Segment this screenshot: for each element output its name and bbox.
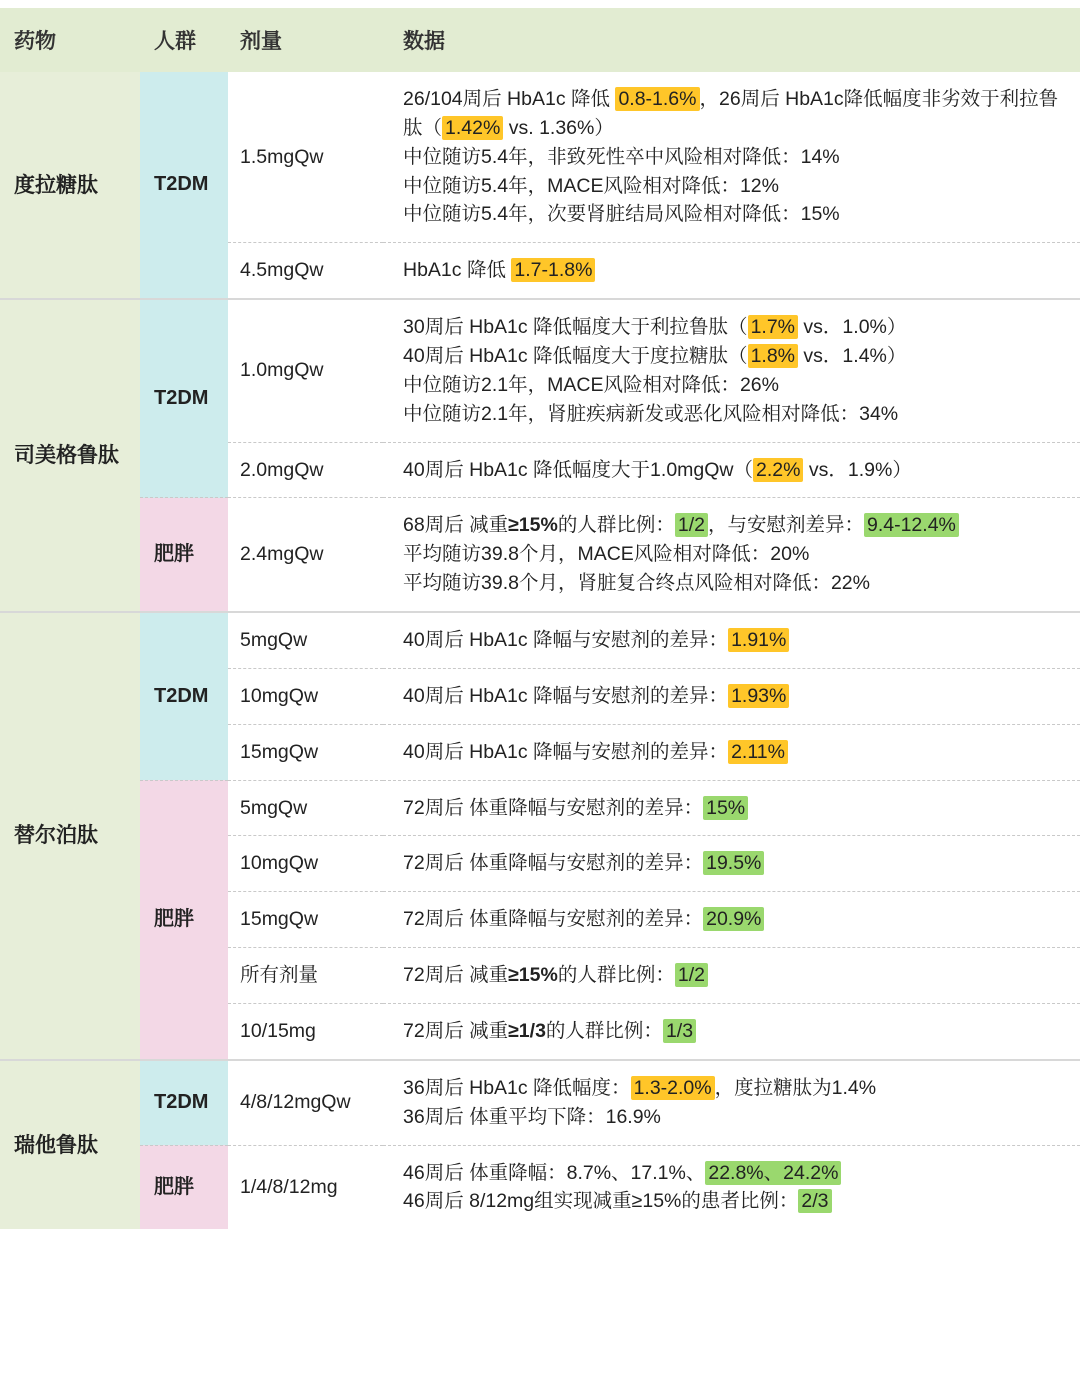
highlight-yellow: 2.2% [753, 458, 803, 482]
top-spacer [0, 0, 1080, 8]
cell-data [383, 612, 1080, 668]
column-header-drug: 药物 [0, 8, 140, 72]
cell-drug-name: 替尔泊肽 [0, 612, 140, 1060]
cell-data [383, 836, 1080, 892]
cell-data [383, 299, 1080, 442]
data-line: 平均随访39.8个月，肾脏复合终点风险相对降低：22% [403, 572, 870, 595]
cell-drug-name: 度拉糖肽 [0, 72, 140, 299]
cell-drug-name: 瑞他鲁肽 [0, 1060, 140, 1229]
cell-dose: 1/4/8/12mg [228, 1145, 383, 1229]
data-line: 36周后 体重平均下降：16.9% [403, 1105, 661, 1128]
highlight-yellow: 1.91% [728, 628, 789, 652]
highlight-yellow: 1.3-2.0% [631, 1076, 715, 1100]
table-row [0, 612, 1080, 668]
cell-population: T2DM [140, 1060, 228, 1145]
data-line: 40周后 HbA1c 降幅与安慰剂的差异： 1.91% [403, 626, 1068, 655]
cell-data [383, 1145, 1080, 1229]
table-header [0, 8, 1080, 72]
cell-dose: 10mgQw [228, 668, 383, 724]
cell-data [383, 72, 1080, 243]
highlight-green: 2/3 [798, 1189, 831, 1213]
data-line: 36周后 HbA1c 降低幅度： 1.3-2.0% ，度拉糖肽为1.4% [403, 1076, 877, 1099]
highlight-yellow: 1.7-1.8% [511, 258, 595, 282]
cell-population: 肥胖 [140, 498, 228, 612]
table-row [0, 299, 1080, 442]
data-line: 72周后 减重≥1/3的人群比例： 1/3 [403, 1017, 1068, 1046]
cell-data [383, 724, 1080, 780]
bold-text: ≥1/3 [508, 1020, 546, 1043]
cell-dose: 所有剂量 [228, 948, 383, 1004]
data-line: HbA1c 降低 1.7-1.8% [403, 256, 1068, 285]
data-line: 72周后 体重降幅与安慰剂的差异： 20.9% [403, 905, 1068, 934]
cell-data [383, 243, 1080, 299]
column-header-data: 数据 [383, 8, 1080, 72]
data-line: 40周后 HbA1c 降幅与安慰剂的差异： 2.11% [403, 738, 1068, 767]
table-row [0, 72, 1080, 243]
data-line: 中位随访5.4年，次要肾脏结局风险相对降低：15% [403, 203, 840, 226]
cell-data [383, 498, 1080, 612]
bold-text: ≥15% [508, 964, 558, 987]
cell-dose: 5mgQw [228, 612, 383, 668]
highlight-green: 1/2 [675, 513, 708, 537]
data-line: 72周后 体重降幅与安慰剂的差异： 15% [403, 794, 1068, 823]
cell-data [383, 1004, 1080, 1060]
cell-dose: 15mgQw [228, 724, 383, 780]
data-line: 26/104周后 HbA1c 降低 0.8-1.6% ，26周后 HbA1c降低幅度非劣效于利拉鲁肽（ 1.42% vs. 1.36%） [403, 88, 1059, 139]
highlight-green: 15% [703, 796, 748, 820]
cell-dose: 2.4mgQw [228, 498, 383, 612]
cell-dose: 2.0mgQw [228, 442, 383, 498]
cell-dose: 4/8/12mgQw [228, 1060, 383, 1145]
data-line: 40周后 HbA1c 降低幅度大于度拉糖肽（ 1.8% vs．1.4%） [403, 345, 907, 368]
table-body [0, 72, 1080, 1229]
highlight-yellow: 1.42% [442, 116, 503, 140]
table-row [0, 780, 1080, 836]
column-header-dose: 剂量 [228, 8, 383, 72]
cell-data [383, 1060, 1080, 1145]
cell-data [383, 892, 1080, 948]
data-line: 68周后 减重≥15%的人群比例： 1/2 ，与安慰剂差异： 9.4-12.4% [403, 511, 1068, 540]
highlight-yellow: 0.8-1.6% [615, 87, 699, 111]
cell-data [383, 780, 1080, 836]
data-line: 72周后 减重≥15%的人群比例： 1/2 [403, 961, 1068, 990]
cell-population: T2DM [140, 72, 228, 299]
cell-population: T2DM [140, 299, 228, 498]
cell-dose: 1.0mgQw [228, 299, 383, 442]
data-line: 中位随访5.4年，非致死性卒中风险相对降低：14% [403, 145, 840, 168]
highlight-green: 20.9% [703, 907, 764, 931]
cell-drug-name: 司美格鲁肽 [0, 299, 140, 612]
data-line: 40周后 HbA1c 降幅与安慰剂的差异： 1.93% [403, 682, 1068, 711]
cell-population: 肥胖 [140, 1145, 228, 1229]
data-line: 46周后 体重降幅：8.7%、17.1%、 22.8%、24.2% [403, 1159, 1068, 1188]
data-line: 46周后 8/12mg组实现减重≥15%的患者比例： 2/3 [403, 1187, 1068, 1216]
highlight-green: 22.8%、24.2% [705, 1161, 841, 1185]
highlight-yellow: 1.93% [728, 684, 789, 708]
cell-dose: 5mgQw [228, 780, 383, 836]
cell-dose: 1.5mgQw [228, 72, 383, 243]
data-line: 72周后 体重降幅与安慰剂的差异： 19.5% [403, 849, 1068, 878]
highlight-green: 1/3 [663, 1019, 696, 1043]
table-row [0, 1060, 1080, 1145]
cell-population: 肥胖 [140, 780, 228, 1060]
table-row [0, 498, 1080, 612]
data-line: 中位随访5.4年，MACE风险相对降低：12% [403, 174, 779, 197]
cell-data [383, 948, 1080, 1004]
cell-dose: 15mgQw [228, 892, 383, 948]
cell-data [383, 668, 1080, 724]
highlight-yellow: 1.8% [748, 344, 798, 368]
data-line: 40周后 HbA1c 降低幅度大于1.0mgQw（ 2.2% vs．1.9%） [403, 458, 912, 481]
header-row [0, 8, 1080, 72]
cell-dose: 4.5mgQw [228, 243, 383, 299]
table-row [0, 1145, 1080, 1229]
data-line: 30周后 HbA1c 降低幅度大于利拉鲁肽（ 1.7% vs．1.0%） [403, 316, 907, 339]
data-line: 中位随访2.1年，肾脏疾病新发或恶化风险相对降低：34% [403, 402, 899, 425]
cell-data [383, 442, 1080, 498]
cell-dose: 10/15mg [228, 1004, 383, 1060]
column-header-population: 人群 [140, 8, 228, 72]
drug-comparison-table [0, 8, 1080, 1229]
data-line: 中位随访2.1年，MACE风险相对降低：26% [403, 373, 779, 396]
highlight-yellow: 1.7% [748, 315, 798, 339]
data-line: 平均随访39.8个月，MACE风险相对降低：20% [403, 543, 810, 566]
highlight-green: 9.4-12.4% [864, 513, 959, 537]
highlight-green: 19.5% [703, 851, 764, 875]
cell-dose: 10mgQw [228, 836, 383, 892]
cell-population: T2DM [140, 612, 228, 780]
highlight-yellow: 2.11% [728, 740, 788, 764]
highlight-green: 1/2 [675, 963, 708, 987]
bold-text: ≥15% [508, 514, 558, 537]
